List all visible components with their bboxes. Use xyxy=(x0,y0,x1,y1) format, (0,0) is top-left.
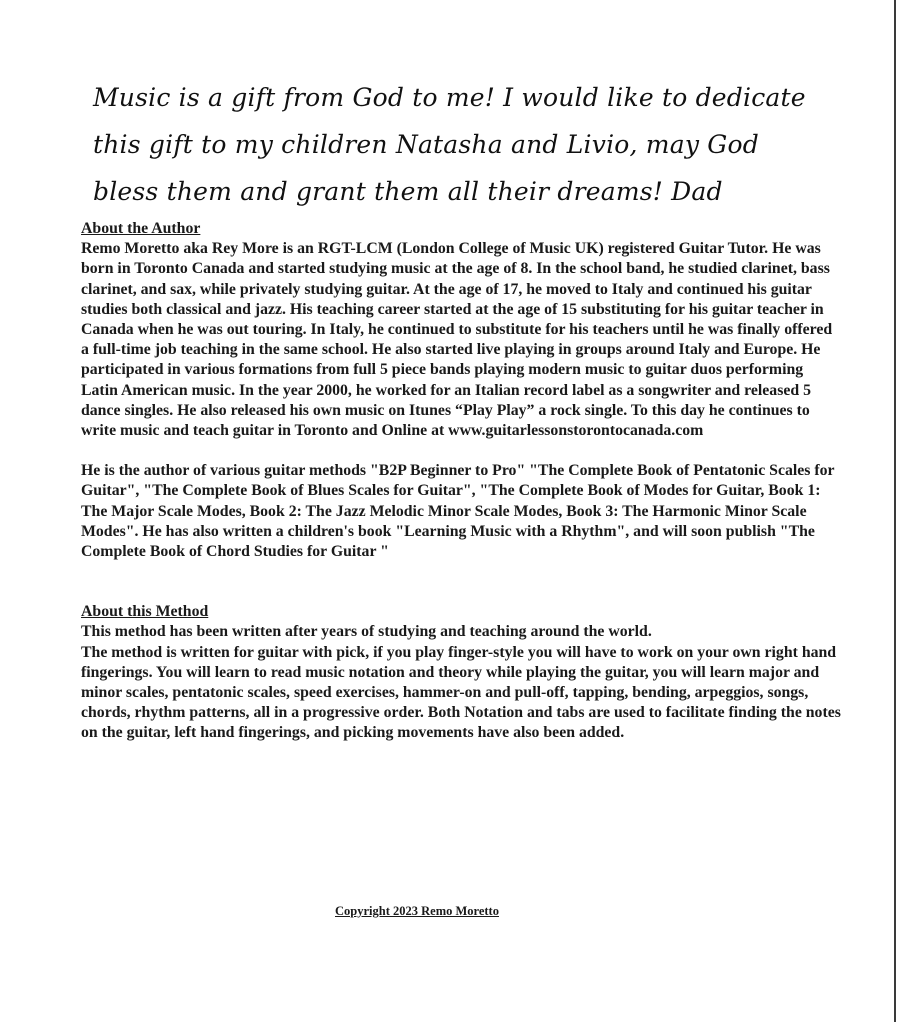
main-content xyxy=(81,219,841,744)
about-method-heading: About this Method xyxy=(81,603,209,621)
paragraph-spacer xyxy=(81,441,841,461)
about-method-intro: This method has been written after years of studying and teaching around the world. xyxy=(81,623,652,641)
about-method-paragraph: The method is written for guitar with pick, if you play finger-style you will have to work on your own right hand fingerings. You will learn to read music notation and theory while playing the guitar, you will learn major and minor scales, pentatonic scales, speed exercises, hammer-on and pull-off, tapping, bending, arpeggios, songs, chords, rhythm patterns, all in a progressive order. Both Notation and tabs are used to facilitate finding the notes on the guitar, left hand fingerings, and picking movements have also been added. xyxy=(81,643,841,742)
copyright-notice: Copyright 2023 Remo Moretto xyxy=(335,904,499,918)
about-author-paragraph-2: He is the author of various guitar methods "B2P Beginner to Pro" "The Complete Book of Pentatonic Scales for Guitar", "The Complete Book of Blues Scales for Guitar", "The Complete Book of Modes for Guitar, Book 1: The Major Scale Modes, Book 2: The Jazz Melodic Minor Scale Modes, Book 3: The Harmonic Minor Scale Modes". He has also written a children's book "Learning Music with a Rhythm", and will soon publish "The Complete Book of Chord Studies for Guitar " xyxy=(81,462,835,561)
about-author-paragraph-1: Remo Moretto aka Rey More is an RGT-LCM (London College of Music UK) registered Guitar Tutor. He was born in Toronto Canada and started studying music at the age of 8. In the school band, he studied clarinet, bass clarinet, and sax, while privately studying guitar. At the age of 17, he moved to Italy and continued his guitar studies both classical and jazz. His teaching career started at the age of 15 substituting for his guitar teacher in Canada when he was out touring. In Italy, he continued to substitute for his teachers until he was finally offered a full-time job teaching in the same school. He also started live playing in groups around Italy and Europe. He participated in various formations from full 5 piece bands playing modern music to guitar duos performing Latin American music. In the year 2000, he worked for an Italian record label as a songwriter and released 5 dance singles. He also released his own music on Itunes “Play Play” a rock single. To this day he continues to write music and teach guitar in Toronto and Online at www.guitarlessonstorontocanada.com xyxy=(81,240,833,440)
dedication-text: Music is a gift from God to me! I would like to dedicate this gift to my children Natasha and Livio, may God bless them and grant them all their dreams! Dad xyxy=(93,83,806,206)
section-spacer xyxy=(81,562,841,602)
about-author-heading: About the Author xyxy=(81,220,201,237)
